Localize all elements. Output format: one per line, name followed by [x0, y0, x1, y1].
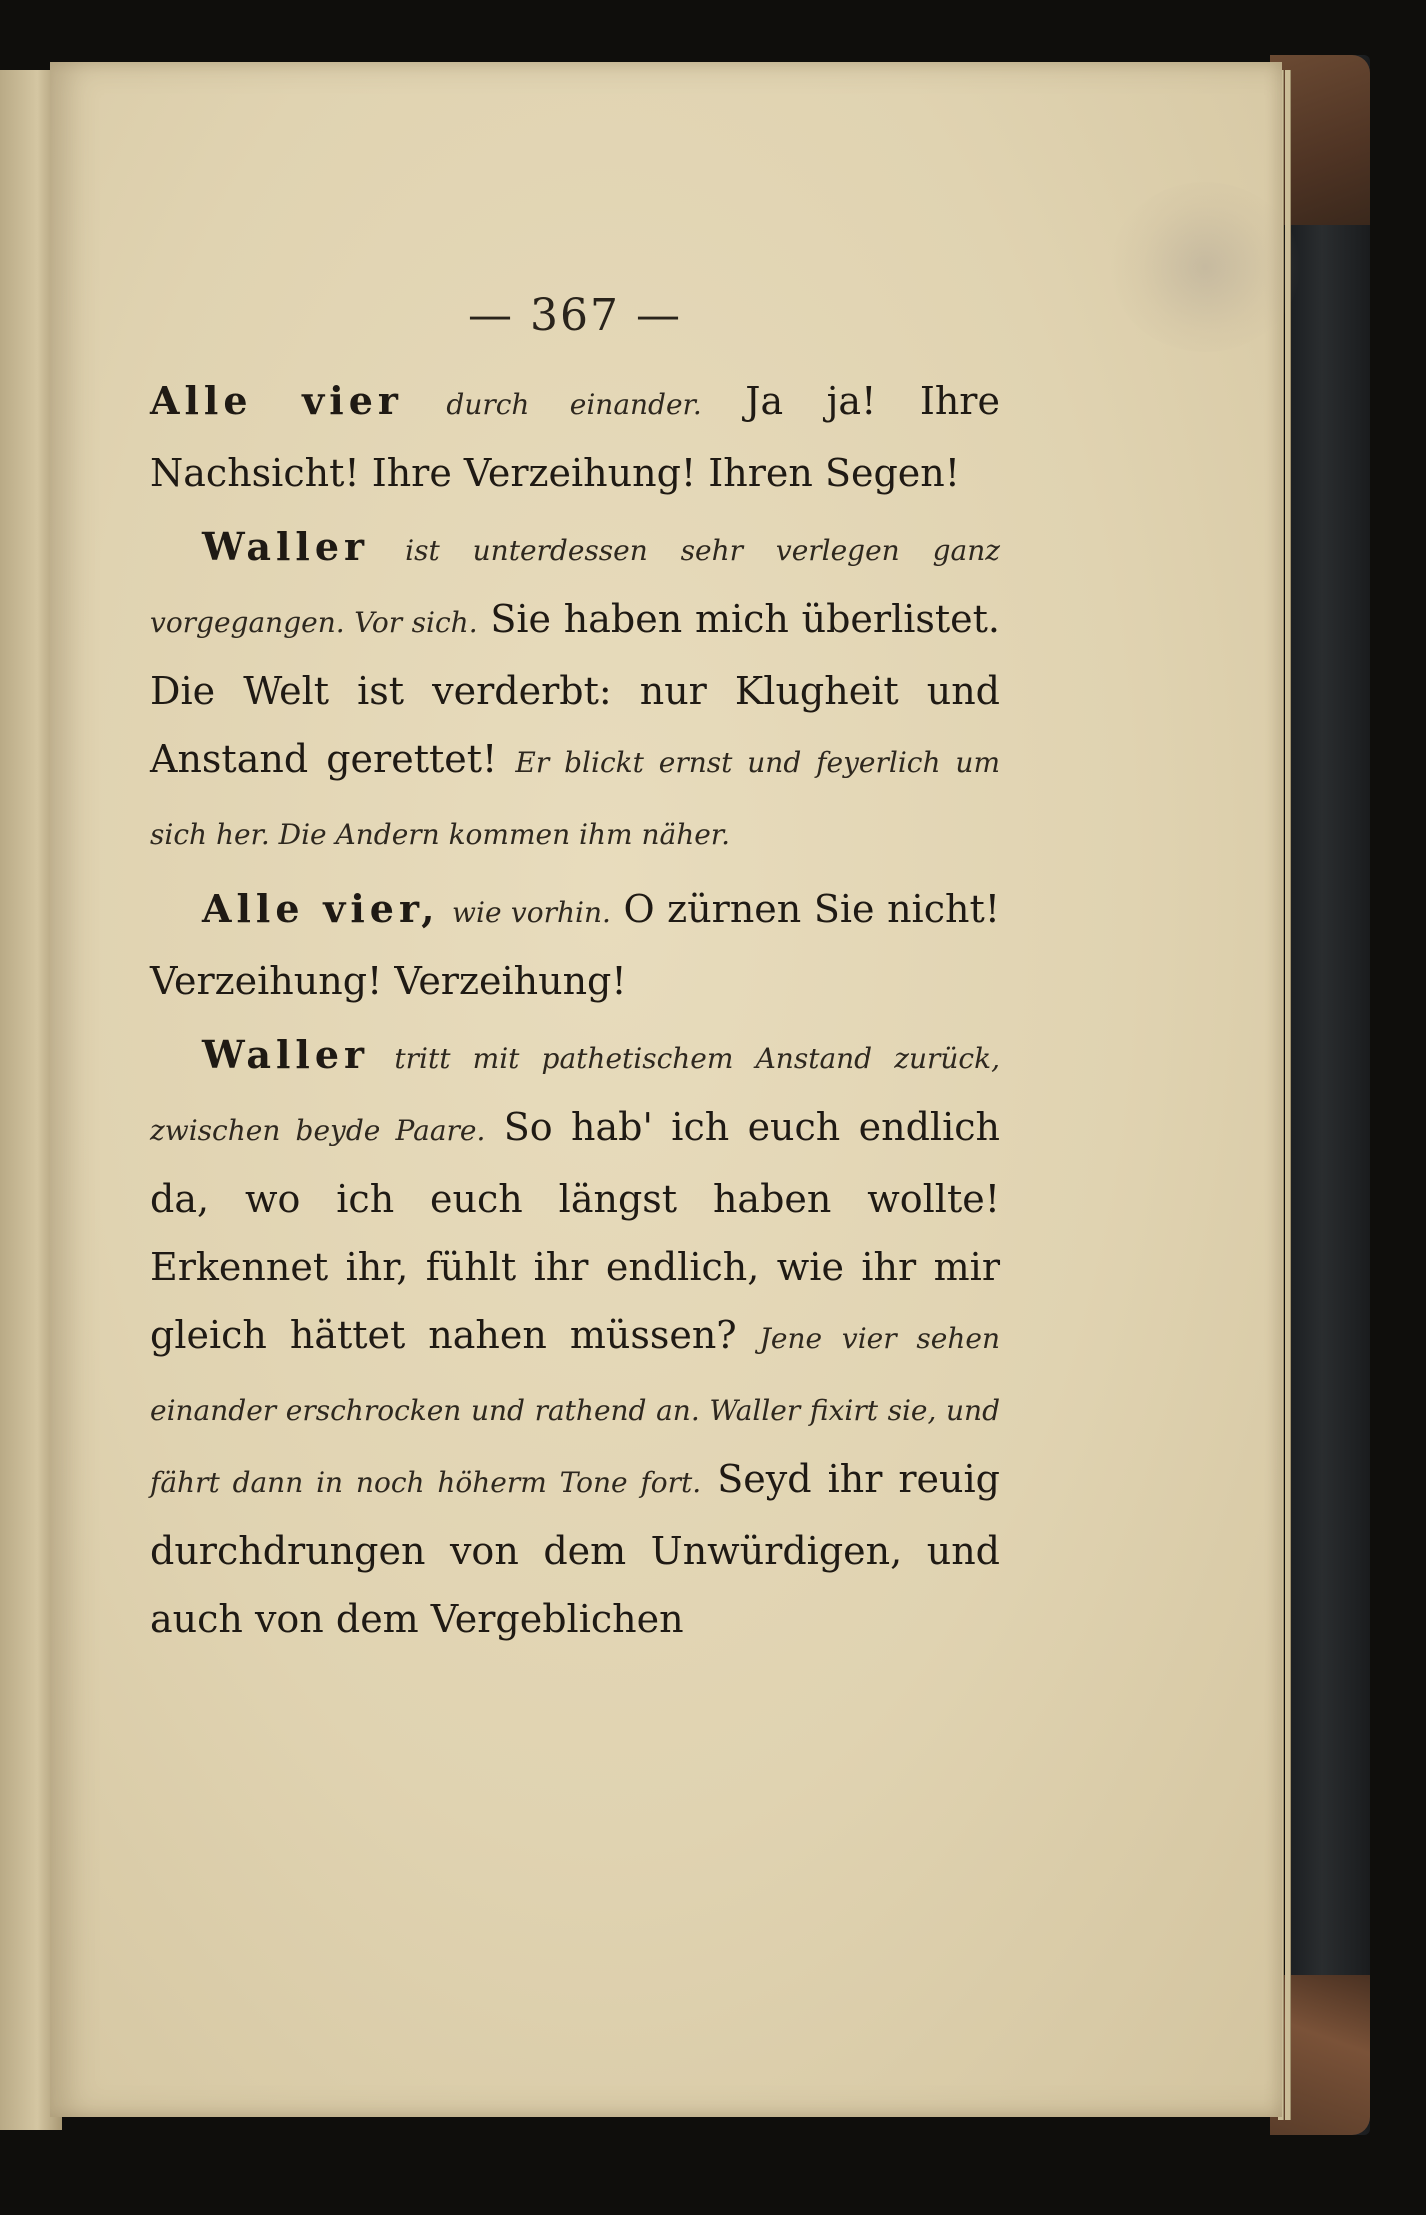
stage-direction: wie vorhin.	[452, 896, 611, 929]
spoken-line: Sie haben mich überlistet. Die Welt ist verderbt: nur Klugheit und Anstand gerettet!	[150, 597, 1000, 781]
paper-stain	[1110, 182, 1300, 352]
spoken-line: Ja ja! Ihre Nachsicht! Ihre Verzeihung! Ihren Segen!	[150, 379, 1000, 495]
speaker-name: Alle vier,	[202, 886, 440, 931]
spoken-line: O zürnen Sie nicht! Verzeihung! Verzeihung!	[150, 887, 1000, 1003]
paragraph	[150, 513, 1000, 869]
page-text	[150, 290, 1000, 1659]
page-edge	[1285, 70, 1291, 2120]
paragraph	[150, 875, 1000, 1015]
speaker-name: Waller	[202, 1032, 370, 1077]
paragraph	[150, 367, 1000, 507]
stage-direction: tritt mit pathetischem Anstand zurück, zwischen beyde Paare.	[150, 1042, 1000, 1147]
book-cover-board	[1290, 55, 1370, 2135]
stage-direction: Er blickt ernst und feyerlich um sich her. Die Andern kommen ihm näher.	[150, 746, 1000, 851]
spoken-line: Seyd ihr reuig durchdrungen von dem Unwürdigen, und auch von dem Vergeblichen	[150, 1457, 1000, 1641]
speaker-name: Waller	[202, 524, 370, 569]
spoken-line: So hab' ich euch endlich da, wo ich euch längst haben wollte! Erkennet ihr, fühlt ihr endlich, wie ihr mir gleich hättet nahen müssen?	[150, 1105, 1000, 1357]
page-number: — 367 —	[468, 290, 682, 341]
speaker-name: Alle vier	[150, 378, 403, 423]
paragraph	[150, 1021, 1000, 1653]
stage-direction: ist unterdessen sehr verlegen ganz vorgegangen. Vor sich.	[150, 534, 1000, 639]
stage-direction: Jene vier sehen einander erschrocken und rathend an. Waller fixirt sie, und fährt dann in noch höherm Tone fort.	[150, 1322, 1000, 1499]
stage-direction: durch einander.	[446, 388, 702, 421]
